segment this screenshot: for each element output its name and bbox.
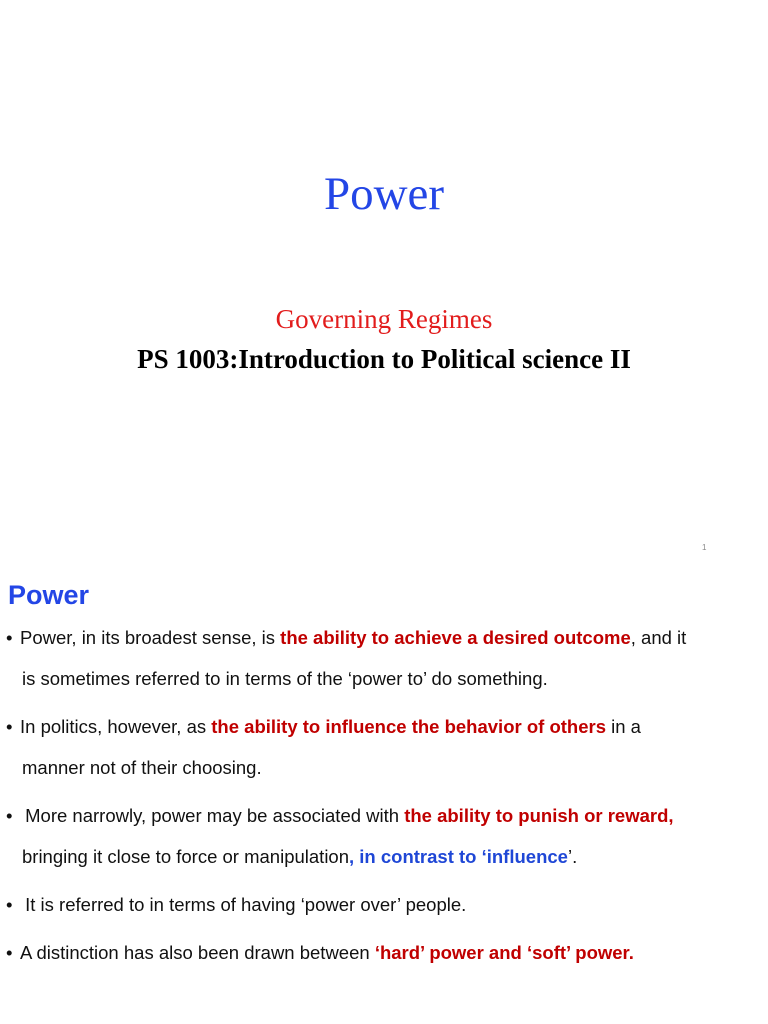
slide-number: 1	[702, 543, 707, 552]
bullet-item	[6, 795, 756, 877]
bullet-highlight: the ability to punish or reward,	[404, 805, 674, 826]
bullet-highlight-blue: , in contrast to ‘influence	[349, 846, 568, 867]
bullet-highlight: the ability to influence the behavior of others	[211, 716, 606, 737]
bullet-continuation: bringing it close to force or manipulation	[22, 846, 350, 867]
bullet-highlight: ‘hard’ power and ‘soft’ power.	[374, 942, 634, 963]
course-title: PS 1003:Introduction to Political science II	[137, 344, 631, 374]
bullet-item	[6, 617, 756, 699]
bullet-highlight: the ability to achieve a desired outcome	[280, 627, 631, 648]
bullet-marker: •	[6, 894, 13, 915]
bullet-marker: •	[6, 716, 13, 737]
bullet-text: Power, in its broadest sense, is	[20, 627, 281, 648]
bullet-text: in a	[605, 716, 641, 737]
bullet-text: A distinction has also been drawn between	[20, 942, 375, 963]
bullet-item	[6, 884, 756, 925]
slide-title: Power	[323, 168, 445, 220]
bullet-marker: •	[6, 942, 13, 963]
bullet-text: It is referred to in terms of having ‘power over’ people.	[20, 894, 467, 915]
bullet-marker: •	[6, 627, 13, 648]
bullet-text: , and it	[630, 627, 687, 648]
content-slide	[0, 562, 768, 1024]
bullet-continuation: is sometimes referred to in terms of the ‘power to’ do something.	[22, 668, 548, 689]
bullet-continuation: manner not of their choosing.	[22, 757, 262, 778]
bullet-marker: •	[6, 805, 13, 826]
bullet-text: ’.	[567, 846, 578, 867]
slide-subtitle: Governing Regimes	[275, 304, 493, 334]
bullet-text: More narrowly, power may be associated with	[20, 805, 405, 826]
content-slide-title: Power	[8, 580, 90, 610]
bullet-item	[6, 932, 756, 973]
bullet-text: In politics, however, as	[20, 716, 212, 737]
bullet-item	[6, 706, 756, 788]
